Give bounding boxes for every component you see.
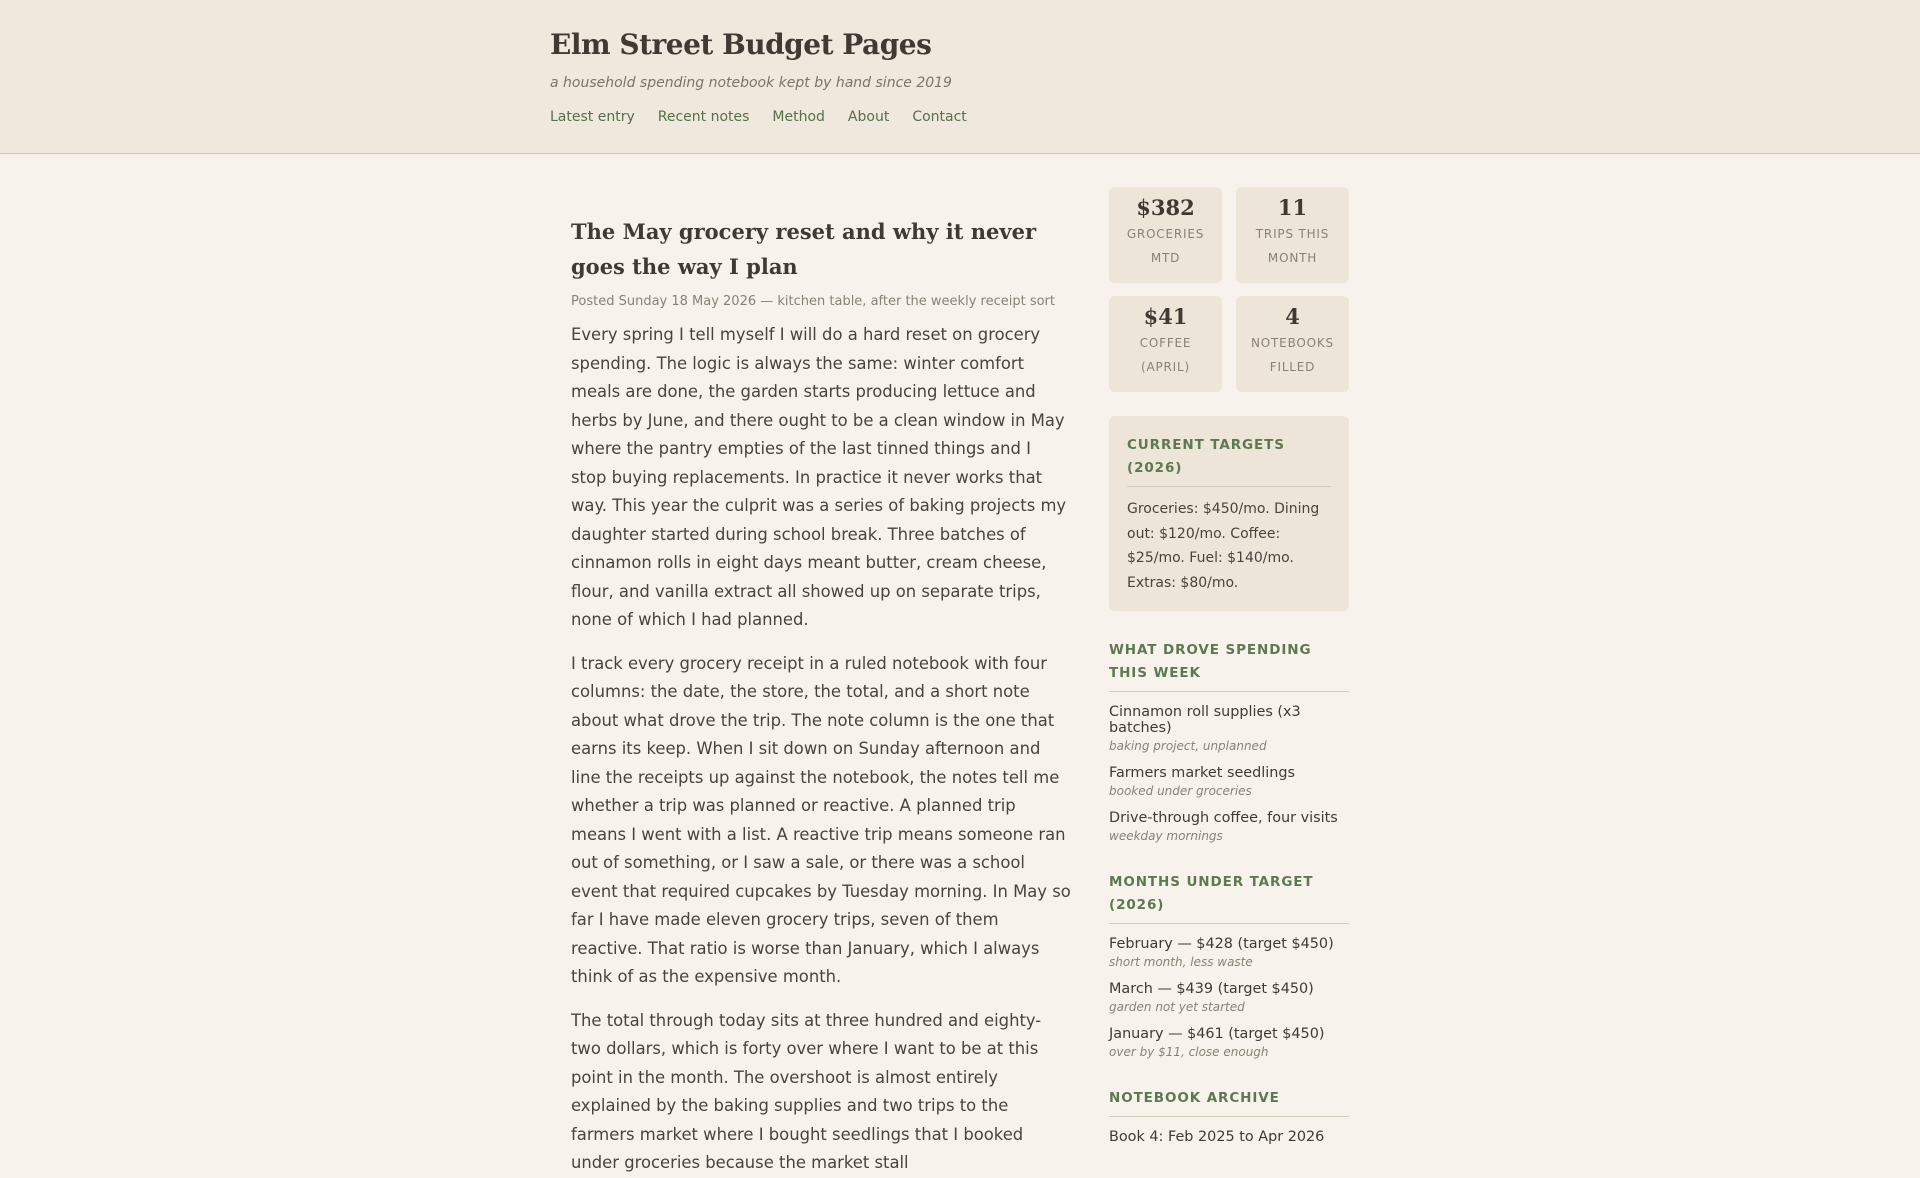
list-item: [1109, 704, 1349, 753]
list-item: [1109, 981, 1349, 1014]
list-item-label: Farmers market seedlings: [1109, 765, 1296, 781]
header-inner: [550, 28, 967, 125]
archive-heading: NOTEBOOK ARCHIVE: [1109, 1087, 1349, 1117]
months-section: [1109, 871, 1349, 1059]
stat-label: TRIPS THIS MONTH: [1255, 227, 1330, 265]
site-title[interactable]: Elm Street Budget Pages: [550, 28, 932, 61]
stat-value: 4: [1285, 304, 1300, 329]
post-body: [571, 321, 1071, 1178]
post-paragraph: I track every grocery receipt in a ruled notebook with four columns: the date, the store, the total, and a short note about what drove the trip. The note column is the one that earns its keep. When I sit down on Sunday afternoon and line the receipts up against the notebook, the notes tell me whether a trip was planned or reactive. A planned trip means I went with a list. A reactive trip means someone ran out of something, or I saw a sale, or there was a school event that required cupcakes by Tuesday morning. In May so far I have made eleven grocery trips, seven of them reactive. That ratio is worse than January, which I always think of as the expensive month.: [571, 653, 1071, 986]
stat-value: $382: [1136, 195, 1195, 220]
stat-label: NOTEBOOKS FILLED: [1251, 336, 1334, 374]
post-meta: Posted Sunday 18 May 2026 — kitchen table, after the weekly receipt sort: [571, 294, 1055, 309]
nav-contact[interactable]: Contact: [912, 109, 967, 125]
drivers-heading: WHAT DROVE SPENDING THIS WEEK: [1109, 639, 1349, 692]
list-item: [1109, 1026, 1349, 1059]
stat-card-notebooks: [1236, 296, 1349, 392]
post-paragraph: Every spring I tell myself I will do a hard reset on grocery spending. The logic is always the same: winter comfort meals are done, the garden starts producing lettuce and herbs by June, and there ought to be a clean window in May where the pantry empties of the last tinned things and I stop buying replacements. In practice it never works that way. This year the culprit was a series of baking projects my daughter started during school break. Three batches of cinnamon rolls in eight days meant butter, cream cheese, flour, and vanilla extract all showed up on separate trips, none of which I had planned.: [571, 325, 1067, 629]
list-item: [1109, 810, 1349, 843]
targets-box: [1109, 416, 1349, 611]
stat-card-trips: [1236, 187, 1349, 283]
list-item-note: weekday mornings: [1109, 829, 1223, 843]
list-item-note: baking project, unplanned: [1109, 739, 1267, 753]
list-item-note: over by $11, close enough: [1109, 1045, 1269, 1059]
list-item-label: January — $461 (target $450): [1109, 1026, 1325, 1042]
list-item-label: Drive-through coffee, four visits: [1109, 810, 1338, 826]
drivers-section: [1109, 639, 1349, 843]
list-item: [1109, 765, 1349, 798]
stat-grid: [1109, 187, 1349, 392]
list-item-label: March — $439 (target $450): [1109, 981, 1314, 997]
nav-latest-entry[interactable]: Latest entry: [550, 109, 635, 125]
site-header: [0, 0, 1920, 154]
list-item-note: booked under groceries: [1109, 784, 1252, 798]
archive-link[interactable]: Book 4: Feb 2025 to Apr 2026: [1109, 1129, 1325, 1145]
archive-section: [1109, 1087, 1349, 1145]
nav-method[interactable]: Method: [772, 109, 825, 125]
targets-text: Groceries: $450/mo. Dining out: $120/mo. Coffee: $25/mo. Fuel: $140/mo. Extras: $80/mo.: [1127, 501, 1320, 591]
post-title: The May grocery reset and why it never goes the way I plan: [571, 219, 1037, 279]
nav-about[interactable]: About: [847, 109, 890, 125]
list-item-label: February — $428 (target $450): [1109, 936, 1334, 952]
site-tagline: a household spending notebook kept by hand since 2019: [550, 75, 952, 91]
stat-value: $41: [1143, 304, 1188, 329]
stat-label: GROCERIES MTD: [1126, 227, 1205, 265]
blog-post: [571, 214, 1071, 1178]
targets-heading: CURRENT TARGETS (2026): [1127, 434, 1331, 487]
stat-value: 11: [1277, 195, 1308, 220]
list-item-note: short month, less waste: [1109, 955, 1253, 969]
sidebar: [1109, 187, 1349, 1145]
months-heading: MONTHS UNDER TARGET (2026): [1109, 871, 1349, 924]
post-paragraph: The total through today sits at three hundred and eighty-two dollars, which is forty over where I want to be at this point in the month. The overshoot is almost entirely explained by the baking supplies and two trips to the farmers market where I bought seedlings that I booked under groceries because the market stall: [571, 1010, 1042, 1172]
nav-recent-notes[interactable]: Recent notes: [657, 109, 750, 125]
stat-card-groceries: [1109, 187, 1222, 283]
list-item[interactable]: [1109, 1129, 1349, 1145]
list-item-note: garden not yet started: [1109, 1000, 1245, 1014]
stat-label: COFFEE (APRIL): [1139, 336, 1192, 374]
main-nav: [550, 109, 967, 125]
list-item-label: Cinnamon roll supplies (x3 batches): [1109, 704, 1301, 736]
stat-card-coffee: [1109, 296, 1222, 392]
list-item: [1109, 936, 1349, 969]
